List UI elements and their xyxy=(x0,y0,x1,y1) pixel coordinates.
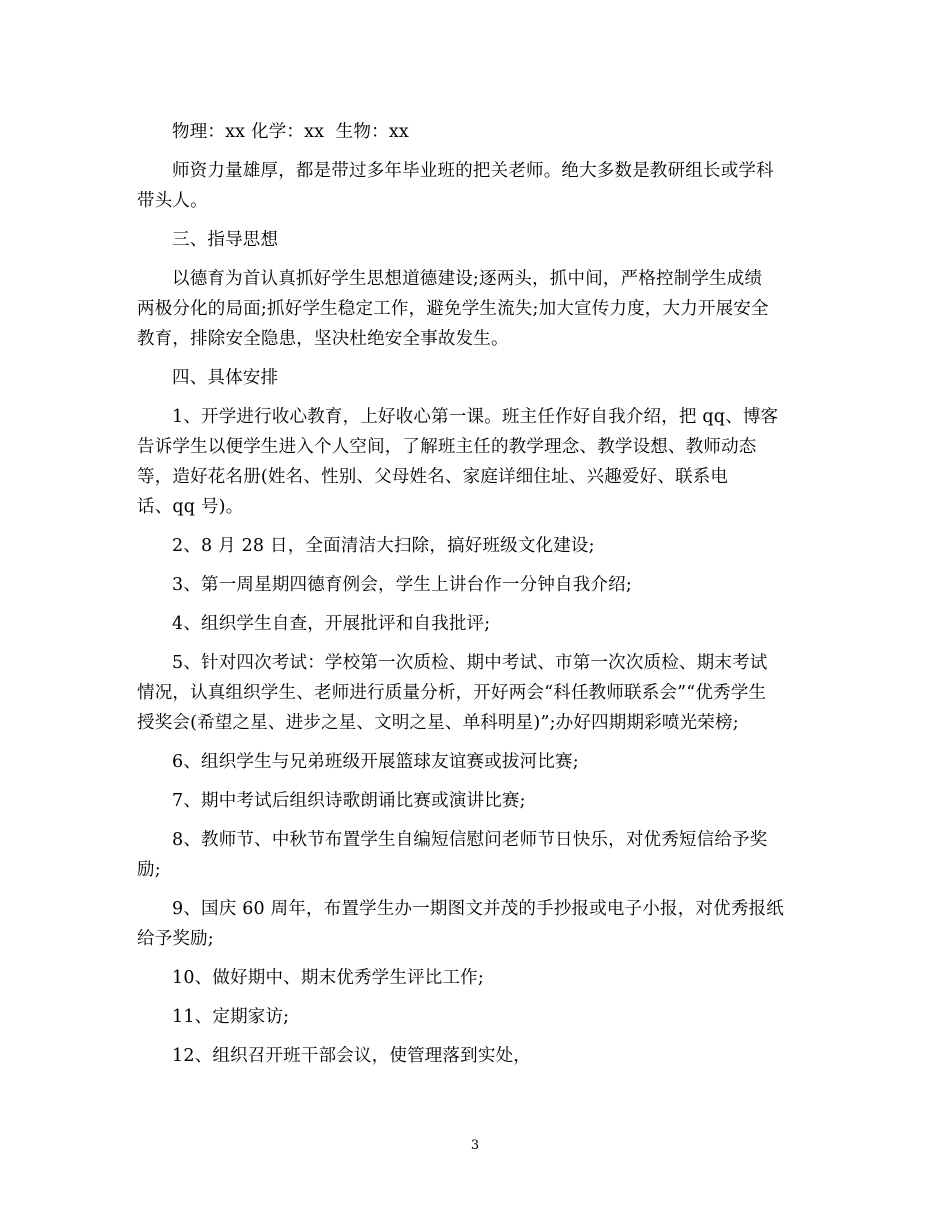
text-line: 以德育为首认真抓好学生思想道德建设;逐两头，抓中间，严格控制学生成绩 xyxy=(172,269,763,289)
text-line: 带头人。 xyxy=(137,191,208,211)
text-line: 12、组织召开班干部会议，使管理落到实处， xyxy=(172,1046,531,1066)
text-line: 10、做好期中、期末优秀学生评比工作; xyxy=(172,968,484,988)
text-line: 励; xyxy=(137,860,161,880)
text-line: 9、国庆 60 周年，布置学生办一期图文并茂的手抄报或电子小报，对优秀报纸 xyxy=(172,899,784,919)
paragraph xyxy=(137,894,813,954)
text-line: 给予奖励; xyxy=(137,929,214,949)
paragraph xyxy=(137,225,813,255)
text-line: 物理：xx 化学：xx 生物：xx xyxy=(172,122,410,142)
paragraph xyxy=(137,786,813,816)
paragraph xyxy=(137,402,813,522)
paragraph xyxy=(137,963,813,993)
text-line: 授奖会(希望之星、进步之星、文明之星、单科明星)”;办好四期期彩喷光荣榜; xyxy=(137,713,739,733)
text-line: 师资力量雄厚，都是带过多年毕业班的把关老师。绝大多数是教研组长或学科 xyxy=(172,161,774,181)
paragraph xyxy=(137,117,813,147)
text-line: 三、指导思想 xyxy=(172,230,279,250)
text-line: 等，造好花名册(姓名、性别、父母姓名、家庭详细住址、兴趣爱好、联系电 xyxy=(137,467,729,487)
text-line: 四、具体安排 xyxy=(172,368,279,388)
text-line: 5、针对四次考试：学校第一次质检、期中考试、市第一次次质检、期末考试 xyxy=(172,653,768,673)
text-line: 告诉学生以便学生进入个人空间，了解班主任的教学理念、教学设想、教师动态 xyxy=(137,437,757,457)
text-line: 8、教师节、中秋节布置学生自编短信慰问老师节日快乐，对优秀短信给予奖 xyxy=(172,830,768,850)
paragraph xyxy=(137,1002,813,1032)
text-line: 2、8 月 28 日，全面清洁大扫除，搞好班级文化建设; xyxy=(172,536,595,556)
paragraph xyxy=(137,609,813,639)
text-line: 两极分化的局面;抓好学生稳定工作，避免学生流失;加大宣传力度，大力开展安全 xyxy=(137,299,769,319)
text-line: 话、qq 号)。 xyxy=(137,497,244,517)
text-line: 6、组织学生与兄弟班级开展篮球友谊赛或拔河比赛; xyxy=(172,752,579,772)
text-line: 1、开学进行收心教育，上好收心第一课。班主任作好自我介绍，把 qq、博客 xyxy=(172,407,779,427)
paragraph xyxy=(137,648,813,738)
text-line: 7、期中考试后组织诗歌朗诵比赛或演讲比赛; xyxy=(172,791,526,811)
paragraph xyxy=(137,156,813,216)
page-number: 3 xyxy=(470,1138,480,1153)
text-line: 11、定期家访; xyxy=(172,1007,290,1027)
text-line: 4、组织学生自查，开展批评和自我批评; xyxy=(172,614,491,634)
paragraph xyxy=(137,825,813,885)
paragraph xyxy=(137,747,813,777)
text-line: 教育，排除安全隐患，坚决杜绝安全事故发生。 xyxy=(137,329,509,349)
paragraph xyxy=(137,531,813,561)
paragraph xyxy=(137,1041,813,1071)
paragraph xyxy=(137,570,813,600)
text-line: 3、第一周星期四德育例会，学生上讲台作一分钟自我介绍; xyxy=(172,575,632,595)
paragraph xyxy=(137,264,813,354)
paragraph xyxy=(137,363,813,393)
text-line: 情况，认真组织学生、老师进行质量分析，开好两会“科任教师联系会”“优秀学生 xyxy=(137,683,767,703)
document-body xyxy=(137,117,813,1080)
